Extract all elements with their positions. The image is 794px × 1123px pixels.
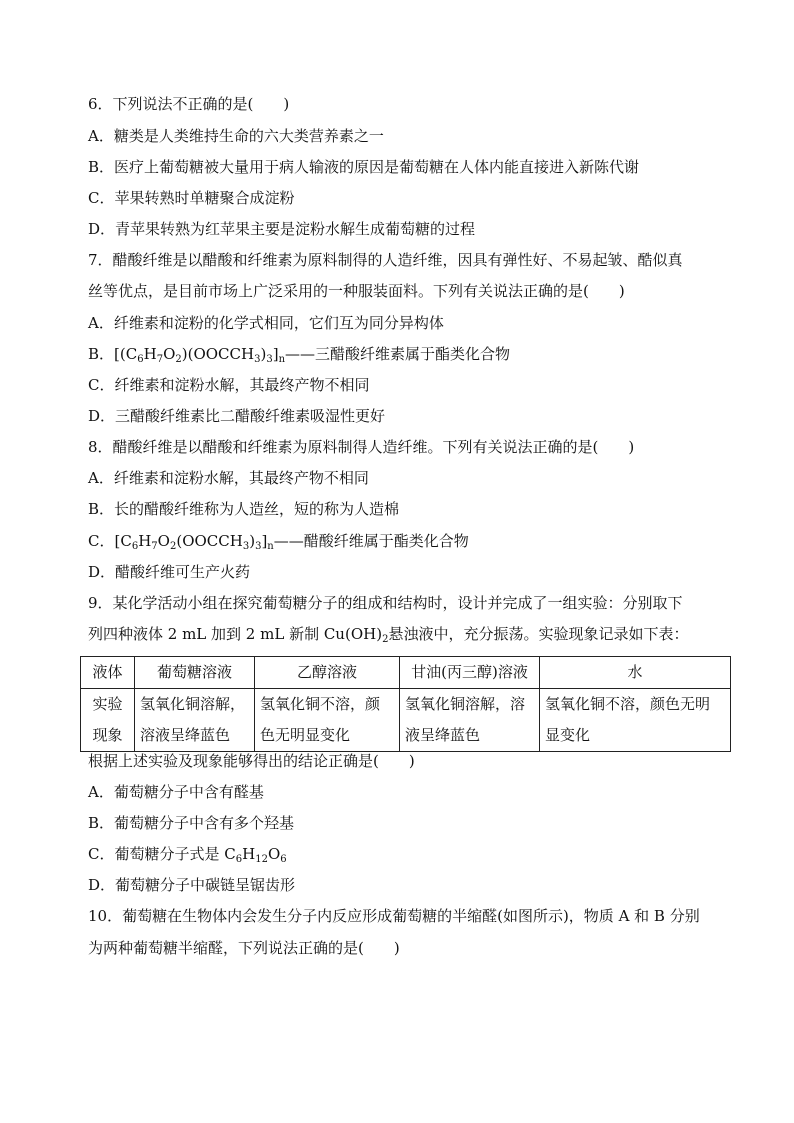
question-7-option-b: B．$[(C_6H_7O_2)(OOCCH_3)_3]_n——$三醋酸纤维素属于酯类化合物 xyxy=(88,345,511,365)
question-9-option-b: B．葡萄糖分子中含有多个羟基 xyxy=(88,814,295,832)
table-cell: 氢氧化铜不溶，颜 色无明显变化 xyxy=(255,689,400,752)
question-6-stem: 6．下列说法不正确的是( ) xyxy=(88,95,290,113)
table-row-label: 实验 现象 xyxy=(81,689,135,752)
question-8-option-a: A．纤维素和淀粉水解，其最终产物不相同 xyxy=(88,469,369,487)
question-6-option-d: D．青苹果转熟为红苹果主要是淀粉水解生成葡萄糖的过程 xyxy=(88,220,476,238)
question-8-option-b: B．长的醋酸纤维称为人造丝，短的称为人造棉 xyxy=(88,500,400,518)
question-9-stem-line-1: 9．某化学活动小组在探究葡萄糖分子的组成和结构时，设计并完成了一组实验：分别取下 xyxy=(88,594,683,612)
table-header-cell: 水 xyxy=(540,657,731,689)
table-header-row xyxy=(81,657,731,689)
question-7-option-d: D．三醋酸纤维素比二醋酸纤维素吸湿性更好 xyxy=(88,407,386,425)
question-9-stem-line-2: 列四种液体 2 mL 加到 2 mL 新制 $Cu(OH)_2$悬浊液中，充分振荡。实验现象记录如下表： xyxy=(88,625,689,645)
question-9-conclusion: 根据上述实验及现象能够得出的结论正确是( ) xyxy=(88,752,415,770)
table-row xyxy=(81,689,731,752)
table-cell: 氢氧化铜不溶，颜色无明 显变化 xyxy=(540,689,731,752)
table-header-cell: 液体 xyxy=(81,657,135,689)
question-7-stem-line-2: 丝等优点，是目前市场上广泛采用的一种服装面料。下列有关说法正确的是( ) xyxy=(88,282,625,300)
question-7-option-c: C．纤维素和淀粉水解，其最终产物不相同 xyxy=(88,376,370,394)
question-9-option-c: C．葡萄糖分子式是 $C_6H_{12}O_6$ xyxy=(88,845,287,865)
question-6-option-b: B．医疗上葡萄糖被大量用于病人输液的原因是葡萄糖在人体内能直接进入新陈代谢 xyxy=(88,158,640,176)
table-header-cell: 葡萄糖溶液 xyxy=(135,657,255,689)
question-9-option-a: A．葡萄糖分子中含有醛基 xyxy=(88,783,264,801)
question-7-stem-line-1: 7．醋酸纤维是以醋酸和纤维素为原料制得的人造纤维，因具有弹性好、不易起皱、酷似真 xyxy=(88,251,683,269)
question-9-option-d: D．葡萄糖分子中碳链呈锯齿形 xyxy=(88,876,296,894)
question-10-stem-line-2: 为两种葡萄糖半缩醛，下列说法正确的是( ) xyxy=(88,939,400,957)
table-cell: 氢氧化铜溶解，溶 液呈绛蓝色 xyxy=(400,689,540,752)
question-10-stem-line-1: 10．葡萄糖在生物体内会发生分子内反应形成葡萄糖的半缩醛(如图所示)，物质 A 和 B 分别 xyxy=(88,907,700,925)
question-6-option-c: C．苹果转熟时单糖聚合成淀粉 xyxy=(88,189,295,207)
question-6-option-a: A．糖类是人类维持生命的六大类营养素之一 xyxy=(88,127,384,145)
table-header-cell: 甘油(丙三醇)溶液 xyxy=(400,657,540,689)
table-cell: 氢氧化铜溶解， 溶液呈绛蓝色 xyxy=(135,689,255,752)
question-7-option-a: A．纤维素和淀粉的化学式相同，它们互为同分异构体 xyxy=(88,314,444,332)
question-8-option-c: C．$[C_6H_7O_2(OOCCH_3)_3]_n——$醋酸纤维属于酯类化合物 xyxy=(88,532,469,552)
experiment-table xyxy=(80,656,731,752)
question-8-option-d: D．醋酸纤维可生产火药 xyxy=(88,563,251,581)
table-header-cell: 乙醇溶液 xyxy=(255,657,400,689)
question-8-stem: 8．醋酸纤维是以醋酸和纤维素为原料制得人造纤维。下列有关说法正确的是( ) xyxy=(88,438,635,456)
